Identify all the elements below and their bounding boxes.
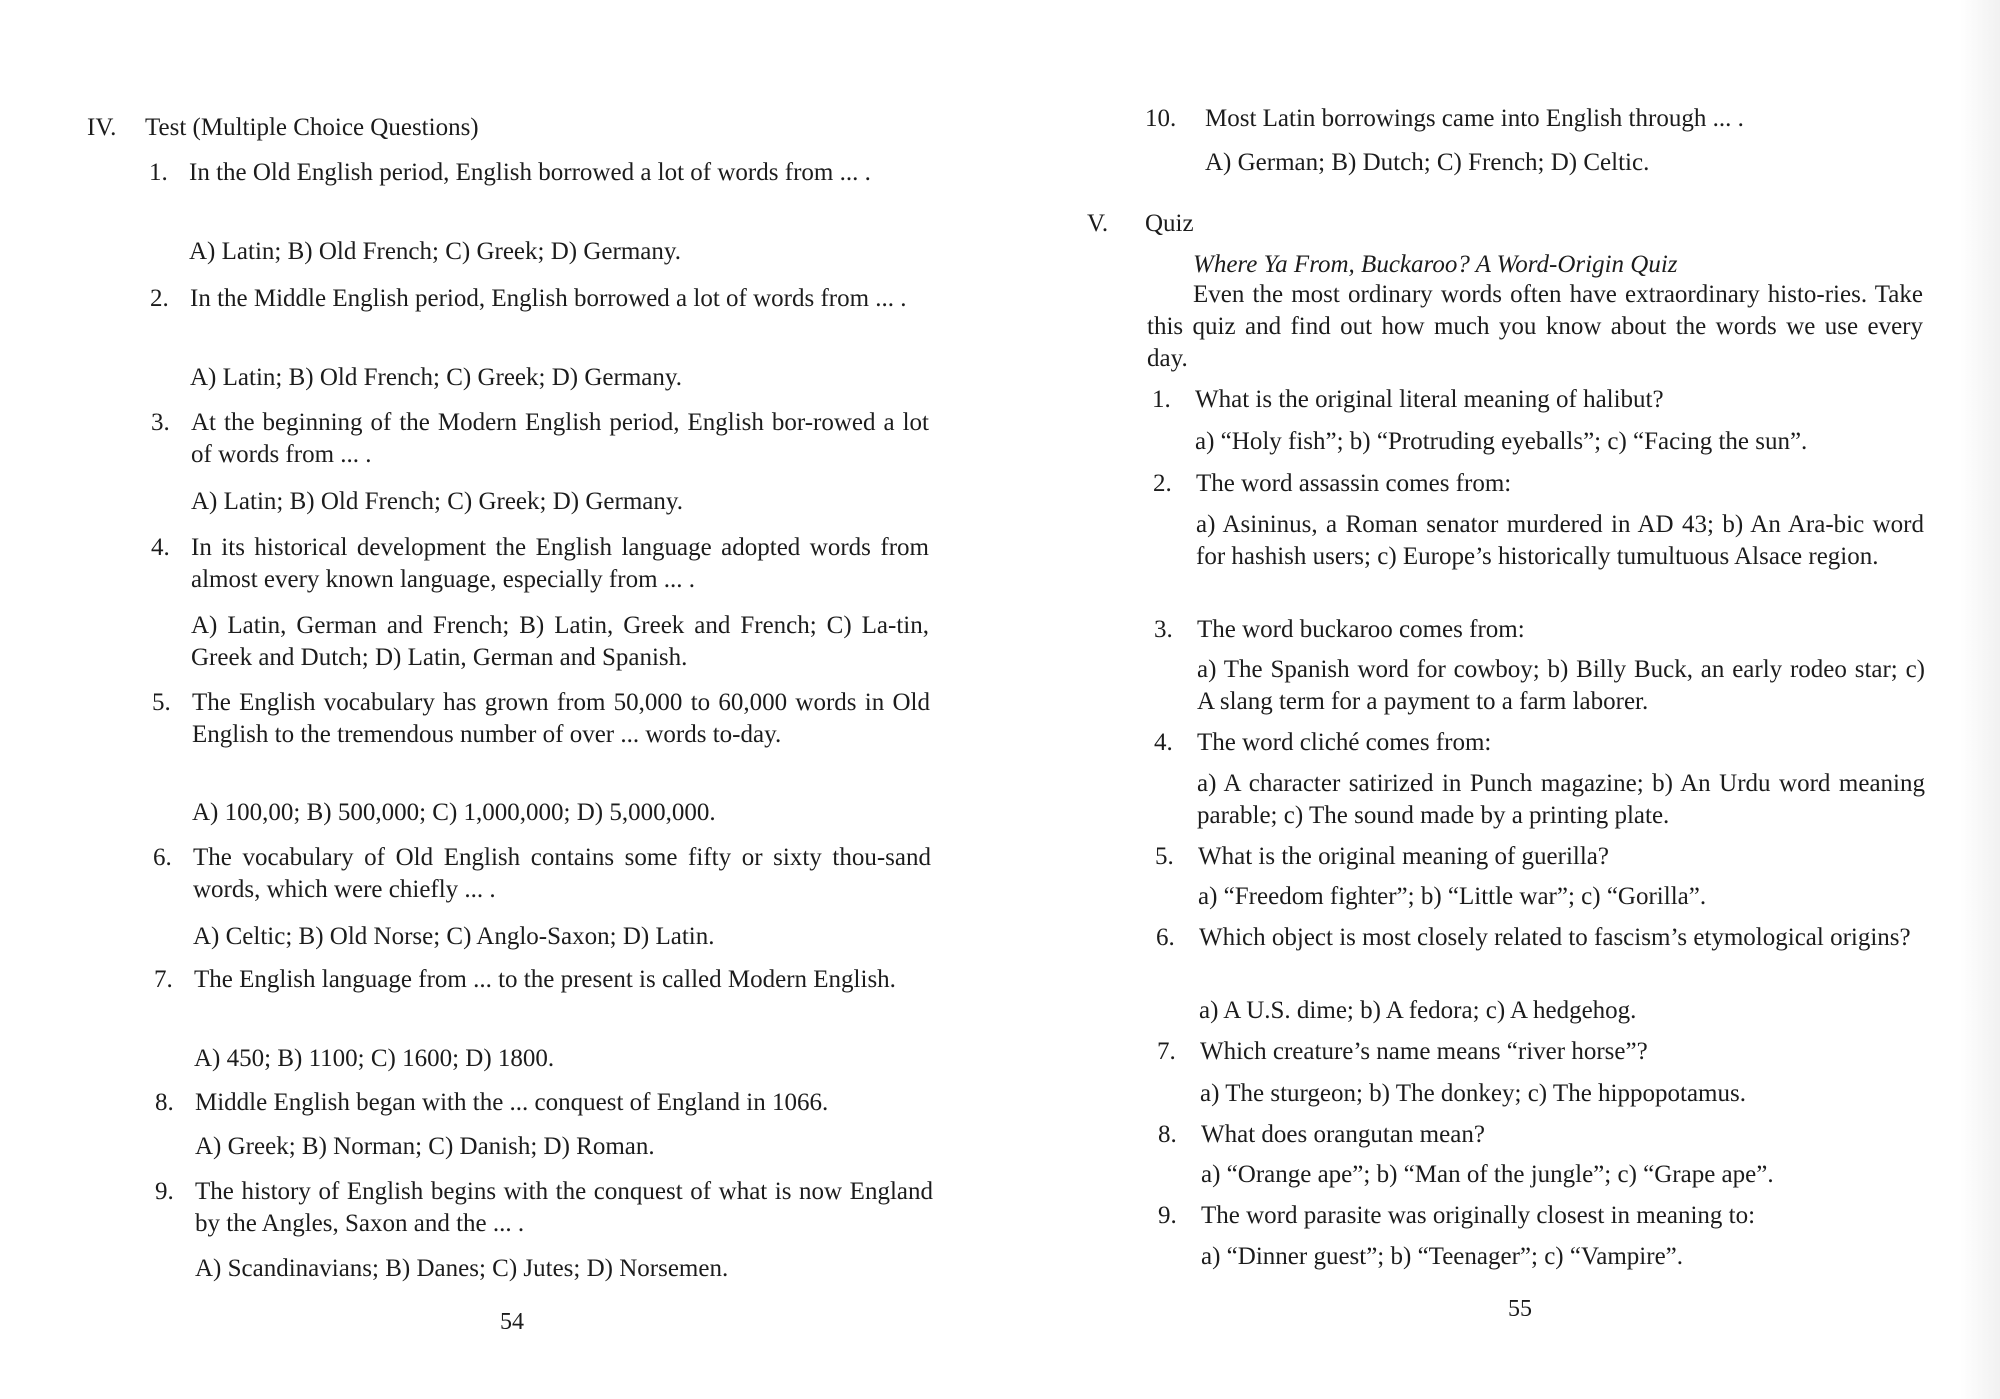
question-text: The history of English begins with the conquest of what is now England by the Angles, Saxon and the ... .: [195, 1178, 933, 1237]
question-number: 1.: [149, 159, 168, 186]
page-number: 55: [1508, 1296, 1532, 1322]
answer-options: a) A U.S. dime; b) A fedora; c) A hedgehog.: [1199, 997, 1637, 1024]
answer-options: a) A character satirized in Punch magazine; b) An Urdu word meaning parable; c) The sound made by a printing plate.: [1197, 770, 1925, 829]
question-number: 2.: [150, 285, 169, 312]
answer-options: a) The Spanish word for cowboy; b) Billy Buck, an early rodeo star; c) A slang term for a payment to a farm laborer.: [1197, 656, 1925, 715]
question-number: 6.: [1156, 924, 1175, 951]
answer-options: A) Latin; B) Old French; C) Greek; D) Germany.: [191, 488, 683, 515]
question-number: 8.: [155, 1089, 174, 1116]
question-number: 3.: [1154, 616, 1173, 643]
question-number: 9.: [1158, 1202, 1177, 1229]
question-number: 8.: [1158, 1121, 1177, 1148]
quiz-intro: Even the most ordinary words often have extraordinary histo-ries. Take this quiz and find out how much you know about the words we use every day.: [1147, 281, 1923, 372]
question-text: Which object is most closely related to fascism’s etymological origins?: [1199, 924, 1911, 951]
answer-options: a) Asininus, a Roman senator murdered in AD 43; b) An Ara-bic word for hashish users; c) Europe’s historically tumultuous Alsace region.: [1196, 511, 1924, 570]
question-text: The word parasite was originally closest in meaning to:: [1201, 1202, 1756, 1229]
question-number: 9.: [155, 1178, 174, 1205]
question-number: 4.: [151, 534, 170, 561]
answer-options: A) 100,00; B) 500,000; C) 1,000,000; D) 5,000,000.: [192, 799, 716, 826]
quiz-title: Where Ya From, Buckaroo? A Word-Origin Quiz: [1193, 251, 1678, 278]
question-text: At the beginning of the Modern English period, English bor-rowed a lot of words from ... .: [191, 409, 929, 468]
answer-options: A) Latin; B) Old French; C) Greek; D) Germany.: [190, 364, 682, 391]
question-number: 4.: [1154, 729, 1173, 756]
answer-options: A) Celtic; B) Old Norse; C) Anglo-Saxon; D) Latin.: [193, 923, 715, 950]
answer-options: A) German; B) Dutch; C) French; D) Celtic.: [1205, 149, 1650, 176]
answer-options: a) “Orange ape”; b) “Man of the jungle”; c) “Grape ape”.: [1201, 1161, 1774, 1188]
question-text: Which creature’s name means “river horse”?: [1200, 1038, 1648, 1065]
answer-options: a) The sturgeon; b) The donkey; c) The hippopotamus.: [1200, 1080, 1746, 1107]
question-number: 5.: [1155, 843, 1174, 870]
question-text: What does orangutan mean?: [1201, 1121, 1485, 1148]
page-number: 54: [500, 1309, 524, 1335]
answer-options: a) “Dinner guest”; b) “Teenager”; c) “Vampire”.: [1201, 1243, 1684, 1270]
answer-options: A) Scandinavians; B) Danes; C) Jutes; D) Norsemen.: [195, 1255, 729, 1282]
question-text: The word cliché comes from:: [1197, 729, 1492, 756]
question-text: The English language from ... to the present is called Modern English.: [194, 966, 896, 993]
question-text: The word buckaroo comes from:: [1197, 616, 1525, 643]
question-number: 2.: [1153, 470, 1172, 497]
question-text: What is the original meaning of guerilla?: [1198, 843, 1609, 870]
answer-options: A) 450; B) 1100; C) 1600; D) 1800.: [194, 1045, 555, 1072]
question-number: 7.: [1157, 1038, 1176, 1065]
section-number: V.: [1087, 210, 1109, 237]
answer-options: a) “Holy fish”; b) “Protruding eyeballs”; c) “Facing the sun”.: [1195, 428, 1808, 455]
section-number: IV.: [87, 114, 117, 141]
question-number: 6.: [153, 844, 172, 871]
answer-options: A) Latin; B) Old French; C) Greek; D) Germany.: [189, 238, 681, 265]
question-text: The word assassin comes from:: [1196, 470, 1512, 497]
question-text: Most Latin borrowings came into English through ... .: [1205, 105, 1744, 132]
question-number: 3.: [151, 409, 170, 436]
answer-options: A) Greek; B) Norman; C) Danish; D) Roman.: [195, 1133, 655, 1160]
question-text: Middle English began with the ... conquest of England in 1066.: [195, 1089, 829, 1116]
page-gutter-shadow: [1960, 0, 2000, 1399]
section-title: Quiz: [1145, 210, 1194, 237]
answer-options: A) Latin, German and French; B) Latin, Greek and French; C) La-tin, Greek and Dutch; D) Latin, German and Spanish.: [191, 612, 929, 671]
question-text: The English vocabulary has grown from 50,000 to 60,000 words in Old English to the tremendous number of over ... words to-day.: [192, 689, 930, 748]
question-text: In its historical development the English language adopted words from almost every known language, especially from ... .: [191, 534, 929, 593]
question-text: The vocabulary of Old English contains some fifty or sixty thou-sand words, which were chiefly ... .: [193, 844, 931, 903]
question-text: In the Middle English period, English borrowed a lot of words from ... .: [190, 285, 907, 312]
question-text: In the Old English period, English borrowed a lot of words from ... .: [189, 159, 871, 186]
question-number: 7.: [154, 966, 173, 993]
answer-options: a) “Freedom fighter”; b) “Little war”; c) “Gorilla”.: [1198, 883, 1707, 910]
question-number: 5.: [152, 689, 171, 716]
question-text: What is the original literal meaning of halibut?: [1195, 386, 1664, 413]
question-number: 1.: [1152, 386, 1171, 413]
section-title: Test (Multiple Choice Questions): [145, 114, 479, 141]
question-number: 10.: [1145, 105, 1177, 132]
